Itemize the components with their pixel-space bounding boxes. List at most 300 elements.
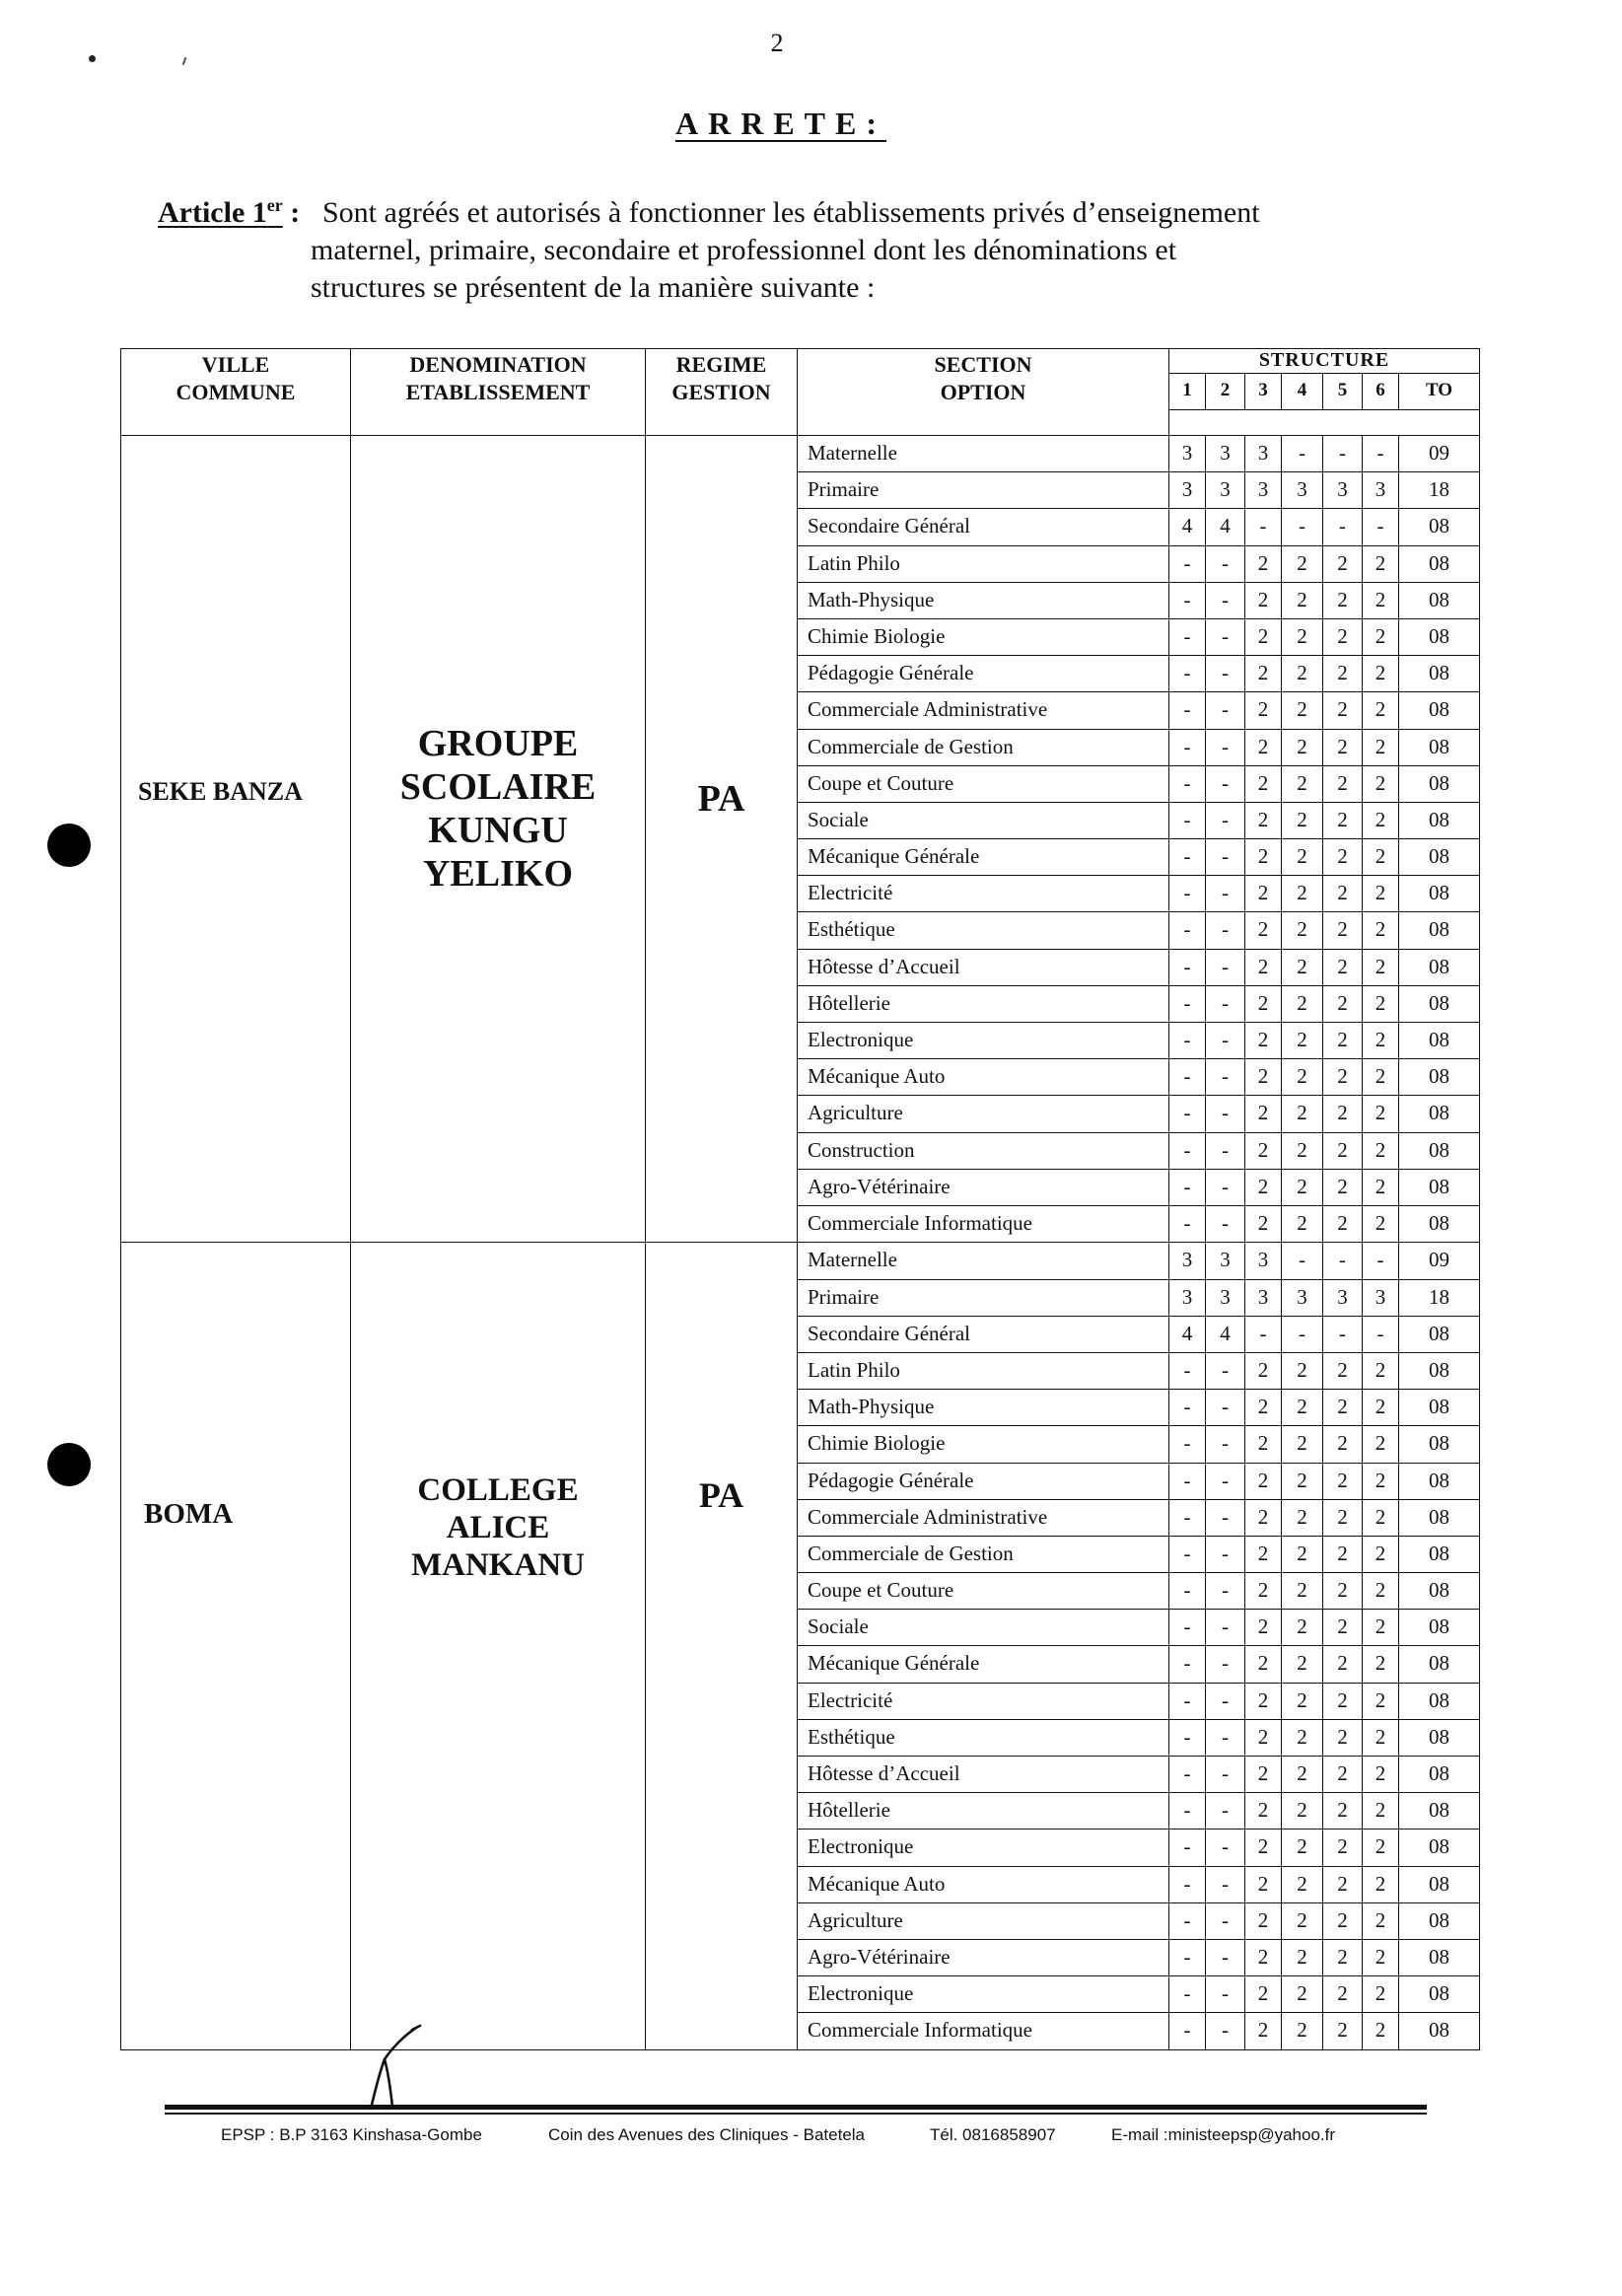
structure-year-6-cell: 2	[1363, 1573, 1399, 1610]
structure-year-2-cell: -	[1206, 583, 1245, 619]
table-row	[798, 986, 1480, 1023]
total-cell: 08	[1399, 1610, 1480, 1646]
section-option-cell: Mécanique Générale	[798, 839, 1169, 876]
structure-year-4-cell: 2	[1282, 1684, 1323, 1720]
structure-year-1-cell: -	[1169, 803, 1206, 839]
structure-year-4-cell: 2	[1282, 692, 1323, 729]
section-option-cell: Latin Philo	[798, 546, 1169, 583]
table-row	[798, 839, 1480, 876]
structure-year-2-cell: -	[1206, 2013, 1245, 2049]
structure-year-5-cell: 2	[1323, 583, 1363, 619]
structure-year-1-cell: -	[1169, 1170, 1206, 1206]
structure-year-6-cell: 2	[1363, 1170, 1399, 1206]
header-ville-commune	[121, 349, 351, 436]
structure-year-1-cell: -	[1169, 619, 1206, 656]
section-option-cell: Electricité	[798, 876, 1169, 912]
total-cell: 08	[1399, 1426, 1480, 1463]
structure-year-6-cell: 2	[1363, 1059, 1399, 1096]
denomination-cell	[351, 1243, 646, 2049]
table-row	[798, 436, 1480, 472]
section-option-cell: Commerciale de Gestion	[798, 1537, 1169, 1573]
structure-year-1-cell: -	[1169, 2013, 1206, 2049]
structure-year-6-cell: 2	[1363, 730, 1399, 766]
section-option-cell: Hôtesse d’Accueil	[798, 950, 1169, 986]
structure-year-3-cell: 2	[1245, 803, 1282, 839]
total-cell: 08	[1399, 1903, 1480, 1940]
structure-year-3-cell: 3	[1245, 1243, 1282, 1279]
section-option-cell: Mécanique Auto	[798, 1867, 1169, 1903]
structure-year-1-cell: -	[1169, 1976, 1206, 2013]
structure-year-2-cell: -	[1206, 1757, 1245, 1793]
structure-year-4-cell: 2	[1282, 912, 1323, 949]
total-cell: 09	[1399, 1243, 1480, 1279]
section-option-cell: Mécanique Générale	[798, 1646, 1169, 1683]
structure-year-2-cell: -	[1206, 876, 1245, 912]
structure-year-1-cell: 4	[1169, 1317, 1206, 1353]
structure-year-6-cell: 3	[1363, 472, 1399, 509]
total-cell: 08	[1399, 912, 1480, 949]
structure-year-1-cell: -	[1169, 912, 1206, 949]
structure-year-2-cell: -	[1206, 1206, 1245, 1243]
structure-year-1-cell: -	[1169, 766, 1206, 803]
table-row	[798, 1646, 1480, 1683]
punch-hole	[47, 1443, 91, 1486]
header-structure-columns	[1169, 374, 1480, 410]
article-label-text: Article 1	[158, 196, 267, 229]
structure-year-3-cell: 2	[1245, 1573, 1282, 1610]
section-option-cell: Esthétique	[798, 1720, 1169, 1757]
structure-year-2-cell: -	[1206, 692, 1245, 729]
total-cell: 08	[1399, 986, 1480, 1023]
structure-year-3-cell: 2	[1245, 1353, 1282, 1390]
header-line: OPTION	[940, 380, 1026, 404]
structure-year-4-cell: 2	[1282, 1133, 1323, 1170]
structure-year-6-cell: 2	[1363, 1500, 1399, 1537]
structure-year-6-cell: 2	[1363, 583, 1399, 619]
total-cell: 08	[1399, 1976, 1480, 2013]
section-rows	[798, 436, 1480, 1243]
structure-year-6-cell: 2	[1363, 912, 1399, 949]
footer-address: EPSP : B.P 3163 Kinshasa-Gombe	[221, 2125, 482, 2144]
section-option-cell: Pédagogie Générale	[798, 1464, 1169, 1500]
structure-year-4-cell: 2	[1282, 1720, 1323, 1757]
structure-year-4-cell: 2	[1282, 766, 1323, 803]
total-cell: 08	[1399, 766, 1480, 803]
structure-year-3-cell: 2	[1245, 950, 1282, 986]
footer-email: E-mail :ministeepsp@yahoo.fr	[1111, 2125, 1336, 2144]
total-cell: 18	[1399, 472, 1480, 509]
structure-year-4-cell: 2	[1282, 1830, 1323, 1866]
structure-year-3-cell: 2	[1245, 1976, 1282, 2013]
structure-year-2-cell: -	[1206, 1500, 1245, 1537]
school-name-line: KUNGU	[428, 810, 568, 851]
structure-year-2-cell: -	[1206, 803, 1245, 839]
structure-year-5-cell: 2	[1323, 839, 1363, 876]
table-row	[798, 1867, 1480, 1903]
structure-year-2-cell: 3	[1206, 1243, 1245, 1279]
section-option-cell: Math-Physique	[798, 1390, 1169, 1426]
structure-year-2-cell: -	[1206, 1720, 1245, 1757]
structure-year-1-cell: -	[1169, 1537, 1206, 1573]
structure-year-5-cell: 2	[1323, 619, 1363, 656]
table-row	[798, 876, 1480, 912]
structure-year-5-cell: 2	[1323, 692, 1363, 729]
table-row	[798, 950, 1480, 986]
structure-year-2-cell: 3	[1206, 436, 1245, 472]
header-year-2: 2	[1206, 374, 1245, 410]
structure-year-3-cell: 2	[1245, 619, 1282, 656]
table-row	[798, 546, 1480, 583]
structure-year-4-cell: 2	[1282, 1757, 1323, 1793]
structure-year-5-cell: 2	[1323, 1646, 1363, 1683]
structure-year-2-cell: -	[1206, 546, 1245, 583]
table-row	[798, 2013, 1480, 2049]
structure-year-5-cell: 2	[1323, 1940, 1363, 1976]
table-row	[798, 1059, 1480, 1096]
structure-year-3-cell: 2	[1245, 1684, 1282, 1720]
structure-year-6-cell: -	[1363, 436, 1399, 472]
total-cell: 08	[1399, 1684, 1480, 1720]
structure-year-4-cell: 2	[1282, 656, 1323, 692]
structure-year-4-cell: 2	[1282, 2013, 1323, 2049]
structure-year-3-cell: 2	[1245, 1023, 1282, 1059]
header-year-4: 4	[1282, 374, 1323, 410]
table-row	[798, 509, 1480, 545]
table-header	[121, 349, 1480, 436]
structure-year-1-cell: -	[1169, 1059, 1206, 1096]
table-row	[798, 1170, 1480, 1206]
total-cell: 08	[1399, 1793, 1480, 1830]
structure-year-4-cell: 2	[1282, 1059, 1323, 1096]
structure-year-6-cell: -	[1363, 1243, 1399, 1279]
structure-year-1-cell: -	[1169, 1867, 1206, 1903]
section-option-cell: Coupe et Couture	[798, 1573, 1169, 1610]
structure-year-3-cell: 2	[1245, 1133, 1282, 1170]
structure-year-4-cell: 2	[1282, 1867, 1323, 1903]
header-line: ETABLISSEMENT	[405, 380, 591, 404]
section-option-cell: Construction	[798, 1133, 1169, 1170]
structure-year-1-cell: -	[1169, 1133, 1206, 1170]
structure-year-4-cell: 2	[1282, 876, 1323, 912]
structure-year-4-cell: 2	[1282, 1646, 1323, 1683]
structure-year-3-cell: 2	[1245, 1426, 1282, 1463]
structure-year-6-cell: 2	[1363, 1390, 1399, 1426]
school-name-line: YELIKO	[422, 853, 574, 895]
structure-year-1-cell: 3	[1169, 472, 1206, 509]
structure-year-2-cell: 3	[1206, 1280, 1245, 1317]
table-row	[798, 1133, 1480, 1170]
table-row	[798, 766, 1480, 803]
school-group	[121, 1243, 1480, 2049]
structure-year-2-cell: -	[1206, 1390, 1245, 1426]
structure-year-3-cell: 2	[1245, 1940, 1282, 1976]
structure-year-3-cell: 3	[1245, 436, 1282, 472]
structure-year-2-cell: -	[1206, 656, 1245, 692]
structure-year-5-cell: 2	[1323, 1464, 1363, 1500]
structure-year-2-cell: -	[1206, 950, 1245, 986]
structure-year-4-cell: 3	[1282, 1280, 1323, 1317]
table-row	[798, 1096, 1480, 1132]
structure-year-4-cell: 2	[1282, 583, 1323, 619]
structure-year-1-cell: -	[1169, 986, 1206, 1023]
structure-year-3-cell: 2	[1245, 546, 1282, 583]
structure-year-4-cell: 2	[1282, 1793, 1323, 1830]
structure-year-2-cell: -	[1206, 1537, 1245, 1573]
document-title	[592, 103, 970, 144]
structure-year-5-cell: 2	[1323, 803, 1363, 839]
section-option-cell: Mécanique Auto	[798, 1059, 1169, 1096]
article-label-superscript: er	[266, 195, 283, 215]
structure-year-5-cell: 2	[1323, 1537, 1363, 1573]
structure-year-6-cell: 2	[1363, 1646, 1399, 1683]
structure-year-1-cell: 3	[1169, 1280, 1206, 1317]
header-line: SECTION	[934, 352, 1032, 377]
table-row	[798, 912, 1480, 949]
table-row	[798, 1426, 1480, 1463]
table-row	[798, 1390, 1480, 1426]
structure-year-4-cell: 2	[1282, 1464, 1323, 1500]
structure-year-1-cell: -	[1169, 1353, 1206, 1390]
scan-mark	[182, 57, 187, 65]
total-cell: 08	[1399, 1390, 1480, 1426]
total-cell: 08	[1399, 1720, 1480, 1757]
structure-year-4-cell: 2	[1282, 730, 1323, 766]
regime-gestion: PA	[697, 778, 745, 820]
structure-year-3-cell: 2	[1245, 656, 1282, 692]
section-option-cell: Hôtellerie	[798, 986, 1169, 1023]
structure-year-1-cell: -	[1169, 1793, 1206, 1830]
header-line: GESTION	[671, 380, 771, 404]
structure-year-5-cell: 2	[1323, 1610, 1363, 1646]
article-text-line: structures se présentent de la manière suivante :	[311, 271, 876, 304]
structure-year-4-cell: 2	[1282, 1573, 1323, 1610]
school-name-line: MANKANU	[411, 1547, 585, 1584]
structure-year-3-cell: 2	[1245, 912, 1282, 949]
structure-year-5-cell: 2	[1323, 1684, 1363, 1720]
structure-year-3-cell: 2	[1245, 1720, 1282, 1757]
section-option-cell: Maternelle	[798, 436, 1169, 472]
structure-year-4-cell: 2	[1282, 1976, 1323, 2013]
section-option-cell: Electronique	[798, 1023, 1169, 1059]
structure-year-4-cell: 2	[1282, 1537, 1323, 1573]
section-option-cell: Electronique	[798, 1830, 1169, 1866]
structure-year-5-cell: 2	[1323, 1500, 1363, 1537]
total-cell: 08	[1399, 950, 1480, 986]
section-option-cell: Coupe et Couture	[798, 766, 1169, 803]
structure-year-6-cell: 2	[1363, 1793, 1399, 1830]
structure-year-6-cell: 2	[1363, 1096, 1399, 1132]
structure-year-5-cell: 3	[1323, 472, 1363, 509]
structure-year-3-cell: 2	[1245, 766, 1282, 803]
header-year-6: 6	[1363, 374, 1399, 410]
structure-year-2-cell: -	[1206, 1684, 1245, 1720]
structure-year-5-cell: 2	[1323, 1059, 1363, 1096]
structure-year-1-cell: -	[1169, 950, 1206, 986]
structure-year-3-cell: 2	[1245, 1390, 1282, 1426]
structure-year-2-cell: -	[1206, 1133, 1245, 1170]
section-option-cell: Agro-Vétérinaire	[798, 1940, 1169, 1976]
structure-year-1-cell: -	[1169, 1646, 1206, 1683]
total-cell: 08	[1399, 692, 1480, 729]
structure-year-1-cell: -	[1169, 1206, 1206, 1243]
total-cell: 08	[1399, 1170, 1480, 1206]
structure-year-2-cell: -	[1206, 1170, 1245, 1206]
structure-year-3-cell: 2	[1245, 1903, 1282, 1940]
section-option-cell: Hôtesse d’Accueil	[798, 1757, 1169, 1793]
structure-year-3-cell: 2	[1245, 1646, 1282, 1683]
ville-commune-cell	[121, 436, 351, 1243]
section-option-cell: Hôtellerie	[798, 1793, 1169, 1830]
structure-year-6-cell: 2	[1363, 546, 1399, 583]
structure-year-6-cell: 2	[1363, 656, 1399, 692]
structure-year-3-cell: 2	[1245, 1830, 1282, 1866]
structure-year-6-cell: 2	[1363, 1940, 1399, 1976]
structure-year-2-cell: -	[1206, 839, 1245, 876]
header-line: COMMUNE	[176, 380, 296, 404]
regime-cell	[646, 1243, 798, 2049]
total-cell: 08	[1399, 1317, 1480, 1353]
structure-year-6-cell: 2	[1363, 1867, 1399, 1903]
structure-year-2-cell: 3	[1206, 472, 1245, 509]
structure-year-6-cell: 2	[1363, 839, 1399, 876]
structure-year-4-cell: 2	[1282, 1500, 1323, 1537]
scan-mark	[89, 55, 96, 62]
structure-year-6-cell: 2	[1363, 1830, 1399, 1866]
section-option-cell: Sociale	[798, 1610, 1169, 1646]
header-structure-spacer	[1169, 410, 1480, 436]
article-number	[158, 196, 283, 229]
structure-year-3-cell: 2	[1245, 1206, 1282, 1243]
structure-year-6-cell: 2	[1363, 619, 1399, 656]
structure-year-3-cell: 3	[1245, 472, 1282, 509]
structure-year-4-cell: -	[1282, 436, 1323, 472]
total-cell: 08	[1399, 1096, 1480, 1132]
section-option-cell: Sociale	[798, 803, 1169, 839]
structure-year-3-cell: 2	[1245, 1537, 1282, 1573]
section-option-cell: Agriculture	[798, 1096, 1169, 1132]
structure-year-2-cell: -	[1206, 1646, 1245, 1683]
section-option-cell: Commerciale Administrative	[798, 1500, 1169, 1537]
structure-year-6-cell: 2	[1363, 803, 1399, 839]
school-group	[121, 436, 1480, 1243]
structure-year-3-cell: 2	[1245, 1610, 1282, 1646]
section-option-cell: Secondaire Général	[798, 509, 1169, 545]
total-cell: 18	[1399, 1280, 1480, 1317]
school-name-line: COLLEGE	[417, 1472, 579, 1509]
table-row	[798, 803, 1480, 839]
table-row	[798, 1903, 1480, 1940]
structure-year-6-cell: 2	[1363, 1464, 1399, 1500]
structure-year-5-cell: 2	[1323, 1426, 1363, 1463]
structure-year-4-cell: -	[1282, 1243, 1323, 1279]
structure-year-5-cell: 2	[1323, 730, 1363, 766]
denomination-cell	[351, 436, 646, 1243]
structure-year-2-cell: -	[1206, 986, 1245, 1023]
structure-year-5-cell: 2	[1323, 950, 1363, 986]
structure-year-5-cell: 2	[1323, 546, 1363, 583]
structure-year-4-cell: 2	[1282, 619, 1323, 656]
structure-year-3-cell: 2	[1245, 730, 1282, 766]
structure-year-2-cell: -	[1206, 1426, 1245, 1463]
total-cell: 08	[1399, 1500, 1480, 1537]
section-option-cell: Math-Physique	[798, 583, 1169, 619]
regime-gestion: PA	[698, 1475, 744, 1516]
total-cell: 08	[1399, 1867, 1480, 1903]
table-row	[798, 656, 1480, 692]
structure-year-2-cell: -	[1206, 1573, 1245, 1610]
structure-year-2-cell: -	[1206, 1830, 1245, 1866]
structure-year-5-cell: 2	[1323, 876, 1363, 912]
structure-year-4-cell: 2	[1282, 839, 1323, 876]
structure-year-1-cell: -	[1169, 1830, 1206, 1866]
section-option-cell: Primaire	[798, 1280, 1169, 1317]
structure-year-2-cell: -	[1206, 1903, 1245, 1940]
total-cell: 08	[1399, 1059, 1480, 1096]
schools-table	[120, 348, 1480, 2050]
structure-year-1-cell: -	[1169, 730, 1206, 766]
structure-year-1-cell: -	[1169, 1903, 1206, 1940]
header-year-3: 3	[1245, 374, 1282, 410]
section-option-cell: Commerciale Informatique	[798, 1206, 1169, 1243]
header-year-1: 1	[1169, 374, 1206, 410]
table-row	[798, 1757, 1480, 1793]
table-row	[798, 1206, 1480, 1243]
article-text-line: maternel, primaire, secondaire et professionnel dont les dénominations et	[311, 234, 1177, 266]
structure-year-5-cell: 2	[1323, 1720, 1363, 1757]
header-line: VILLE	[201, 352, 270, 377]
structure-year-1-cell: -	[1169, 1940, 1206, 1976]
section-option-cell: Commerciale de Gestion	[798, 730, 1169, 766]
structure-year-3-cell: 2	[1245, 1059, 1282, 1096]
structure-year-2-cell: 4	[1206, 1317, 1245, 1353]
structure-year-1-cell: 4	[1169, 509, 1206, 545]
structure-year-5-cell: 2	[1323, 656, 1363, 692]
structure-year-4-cell: 2	[1282, 1206, 1323, 1243]
table-row	[798, 1720, 1480, 1757]
structure-year-4-cell: 2	[1282, 803, 1323, 839]
structure-year-1-cell: -	[1169, 839, 1206, 876]
header-regime	[646, 349, 798, 436]
section-option-cell: Commerciale Informatique	[798, 2013, 1169, 2049]
structure-year-3-cell: 2	[1245, 1464, 1282, 1500]
structure-year-6-cell: 2	[1363, 950, 1399, 986]
document-title-text: ARRETE:	[674, 106, 886, 141]
structure-year-6-cell: 2	[1363, 2013, 1399, 2049]
structure-year-2-cell: -	[1206, 1793, 1245, 1830]
school-name	[351, 722, 645, 896]
total-cell: 08	[1399, 1133, 1480, 1170]
structure-year-4-cell: -	[1282, 1317, 1323, 1353]
structure-year-3-cell: 2	[1245, 1793, 1282, 1830]
table-row	[798, 619, 1480, 656]
ville-commune: SEKE BANZA	[138, 777, 303, 806]
structure-year-5-cell: 2	[1323, 1830, 1363, 1866]
school-name-line: GROUPE	[417, 723, 579, 764]
structure-year-4-cell: 2	[1282, 1023, 1323, 1059]
structure-year-3-cell: 2	[1245, 583, 1282, 619]
total-cell: 08	[1399, 583, 1480, 619]
ville-commune: BOMA	[144, 1498, 234, 1531]
table-row	[798, 1500, 1480, 1537]
structure-year-1-cell: -	[1169, 1610, 1206, 1646]
footer-rule	[165, 2105, 1427, 2110]
structure-year-6-cell: 2	[1363, 1133, 1399, 1170]
structure-year-5-cell: 2	[1323, 1206, 1363, 1243]
structure-year-5-cell: 2	[1323, 1793, 1363, 1830]
structure-year-6-cell: 2	[1363, 986, 1399, 1023]
article-label-colon: :	[290, 196, 301, 229]
article-label	[158, 194, 300, 232]
